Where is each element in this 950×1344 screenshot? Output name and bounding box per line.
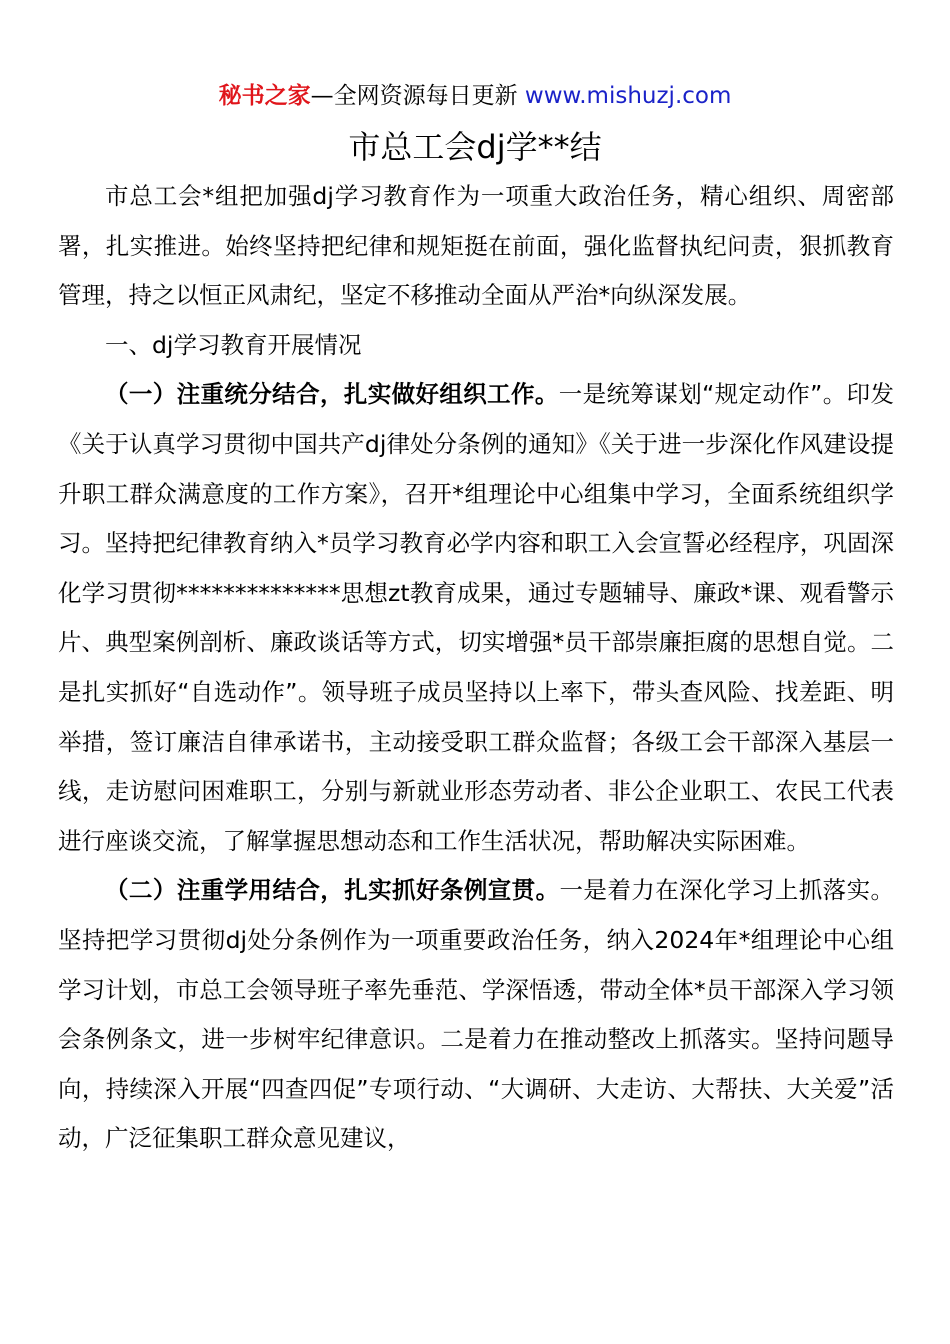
site-header — [0, 80, 950, 112]
section-heading: 一、dj学习教育开展情况 — [105, 330, 362, 359]
site-brand: 秘书之家 — [218, 83, 311, 109]
subsection-1-paragraph — [58, 370, 894, 866]
subsection-2-heading: （二）注重学用结合，扎实抓好条例宣贯。 — [105, 876, 560, 905]
subsection-1-heading: （一）注重统分结合，扎实做好组织工作。 — [105, 380, 559, 409]
document-body — [58, 172, 894, 1164]
subsection-2-text: 一是着力在深化学习上抓落实。坚持把学习贯彻dj处分条例作为一项重要政治任务，纳入2024年*组理论中心组学习计划，市总工会领导班子率先垂范、学深悟透，带动全体*员干部深入学习领会条例条文，进一步树牢纪律意识。二是着力在推动整改上抓落实。坚持问题导向，持续深入开展“四查四促”专项行动、“大调研、大走访、大帮扶、大关爱”活动，广泛征集职工群众意见建议， — [58, 876, 894, 1153]
intro-paragraph: 市总工会*组把加强dj学习教育作为一项重大政治任务，精心组织、周密部署，扎实推进。始终坚持把纪律和规矩挺在前面，强化监督执纪问责，狠抓教育管理，持之以恒正风肃纪，坚定不移推动全面从严治*向纵深发展。 — [58, 182, 894, 310]
subsection-1-text: 一是统筹谋划“规定动作”。印发《关于认真学习贯彻中国共产dj律处分条例的通知》《关于进一步深化作风建设提升职工群众满意度的工作方案》，召开*组理论中心组集中学习，全面系统组织学习。坚持把纪律教育纳入*员学习教育必学内容和职工入会宣誓必经程序，巩固深化学习贯彻**************思想zt教育成果，通过专题辅导、廉政*课、观看警示片、典型案例剖析、廉政谈话等方式，切实增强*员干部崇廉拒腐的思想自觉。二是扎实抓好“自选动作”。领导班子成员坚持以上率下，带头查风险、找差距、明举措，签订廉洁自律承诺书，主动接受职工群众监督；各级工会干部深入基层一线，走访慰问困难职工，分别与新就业形态劳动者、非公企业职工、农民工代表进行座谈交流，了解掌握思想动态和工作生活状况，帮助解决实际困难。 — [58, 380, 894, 855]
document-title: 市总工会dj学**结 — [348, 128, 602, 166]
site-url[interactable]: www.mishuzj.com — [524, 83, 732, 109]
site-tagline: —全网资源每日更新 — [310, 83, 525, 109]
subsection-2-paragraph — [58, 866, 894, 1164]
